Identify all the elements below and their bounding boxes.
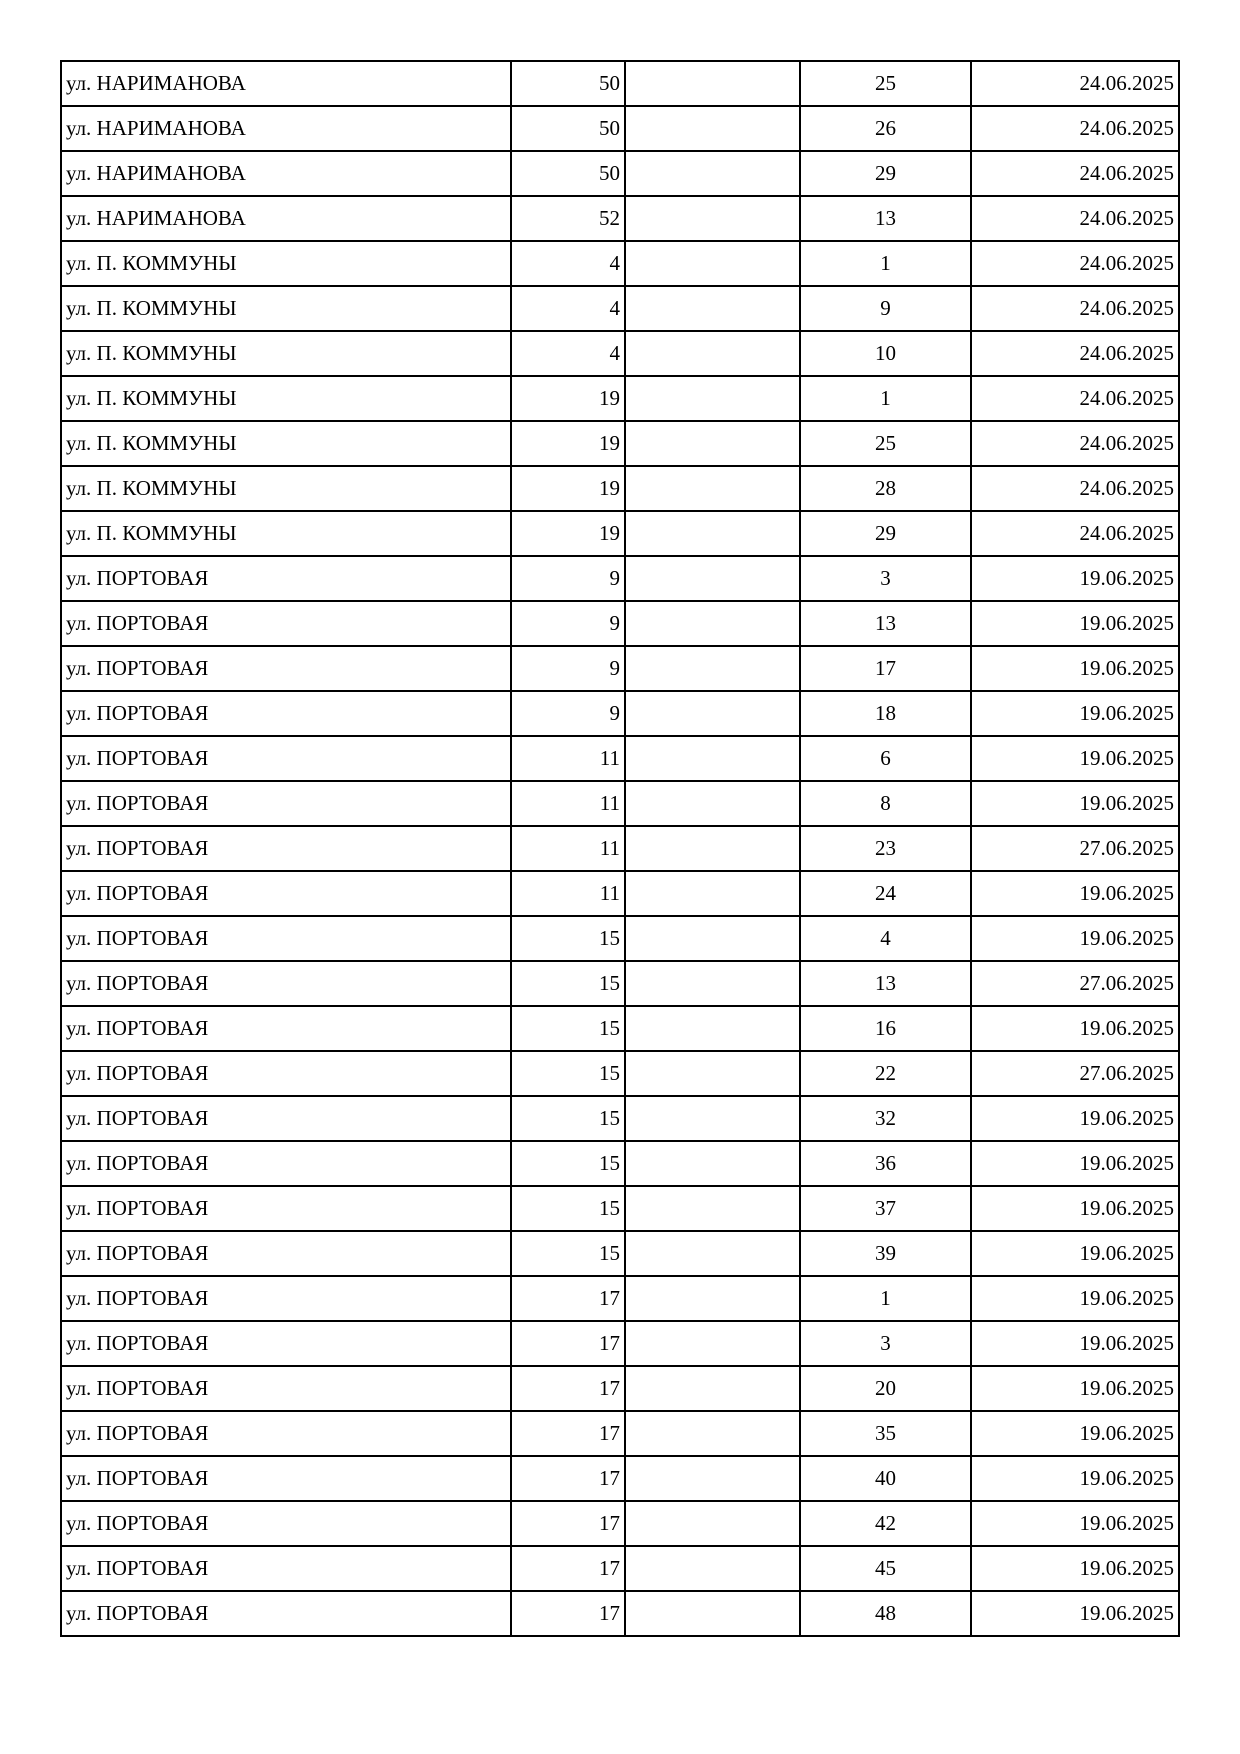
house-number-cell: 19 [511,511,625,556]
house-number-cell: 15 [511,1051,625,1096]
table-row [61,916,1179,961]
house-number-cell: 15 [511,1006,625,1051]
apartment-number-cell: 48 [800,1591,971,1636]
street-cell: ул. ПОРТОВАЯ [61,781,511,826]
house-number-cell: 9 [511,646,625,691]
apartment-number-cell: 3 [800,1321,971,1366]
building-cell [625,826,800,871]
street-cell: ул. ПОРТОВАЯ [61,826,511,871]
date-cell: 19.06.2025 [971,1276,1179,1321]
building-cell [625,196,800,241]
table-row [61,331,1179,376]
street-cell: ул. ПОРТОВАЯ [61,1051,511,1096]
apartment-number-cell: 35 [800,1411,971,1456]
building-cell [625,1546,800,1591]
street-cell: ул. ПОРТОВАЯ [61,556,511,601]
building-cell [625,1411,800,1456]
building-cell [625,1141,800,1186]
building-cell [625,1591,800,1636]
building-cell [625,511,800,556]
date-cell: 19.06.2025 [971,871,1179,916]
street-cell: ул. ПОРТОВАЯ [61,961,511,1006]
date-cell: 19.06.2025 [971,1006,1179,1051]
apartment-number-cell: 1 [800,241,971,286]
street-cell: ул. ПОРТОВАЯ [61,916,511,961]
apartment-number-cell: 39 [800,1231,971,1276]
table-row [61,151,1179,196]
house-number-cell: 4 [511,331,625,376]
date-cell: 24.06.2025 [971,466,1179,511]
date-cell: 19.06.2025 [971,736,1179,781]
street-cell: ул. П. КОММУНЫ [61,241,511,286]
table-row [61,466,1179,511]
table-row [61,1096,1179,1141]
house-number-cell: 11 [511,781,625,826]
building-cell [625,1231,800,1276]
apartment-number-cell: 9 [800,286,971,331]
street-cell: ул. НАРИМАНОВА [61,106,511,151]
apartment-number-cell: 13 [800,961,971,1006]
date-cell: 24.06.2025 [971,196,1179,241]
building-cell [625,556,800,601]
table-row [61,961,1179,1006]
house-number-cell: 15 [511,916,625,961]
house-number-cell: 9 [511,601,625,646]
address-table [60,60,1180,1637]
house-number-cell: 15 [511,1096,625,1141]
house-number-cell: 17 [511,1276,625,1321]
table-row [61,1231,1179,1276]
date-cell: 19.06.2025 [971,1501,1179,1546]
apartment-number-cell: 28 [800,466,971,511]
apartment-number-cell: 20 [800,1366,971,1411]
date-cell: 19.06.2025 [971,1591,1179,1636]
date-cell: 24.06.2025 [971,331,1179,376]
house-number-cell: 17 [511,1456,625,1501]
table-row [61,1186,1179,1231]
apartment-number-cell: 13 [800,601,971,646]
building-cell [625,781,800,826]
date-cell: 19.06.2025 [971,1096,1179,1141]
house-number-cell: 15 [511,1186,625,1231]
apartment-number-cell: 10 [800,331,971,376]
street-cell: ул. П. КОММУНЫ [61,466,511,511]
street-cell: ул. ПОРТОВАЯ [61,1546,511,1591]
street-cell: ул. ПОРТОВАЯ [61,691,511,736]
street-cell: ул. ПОРТОВАЯ [61,1096,511,1141]
street-cell: ул. П. КОММУНЫ [61,331,511,376]
date-cell: 24.06.2025 [971,376,1179,421]
apartment-number-cell: 3 [800,556,971,601]
date-cell: 19.06.2025 [971,691,1179,736]
street-cell: ул. НАРИМАНОВА [61,196,511,241]
street-cell: ул. ПОРТОВАЯ [61,1006,511,1051]
house-number-cell: 17 [511,1546,625,1591]
street-cell: ул. П. КОММУНЫ [61,511,511,556]
apartment-number-cell: 25 [800,421,971,466]
table-row [61,556,1179,601]
house-number-cell: 11 [511,736,625,781]
building-cell [625,691,800,736]
table-row [61,61,1179,106]
table-row [61,691,1179,736]
table-row [61,1051,1179,1096]
table-row [61,196,1179,241]
apartment-number-cell: 29 [800,511,971,556]
building-cell [625,1051,800,1096]
building-cell [625,646,800,691]
date-cell: 19.06.2025 [971,781,1179,826]
building-cell [625,241,800,286]
table-row [61,1366,1179,1411]
table-row [61,1501,1179,1546]
building-cell [625,1006,800,1051]
street-cell: ул. ПОРТОВАЯ [61,1186,511,1231]
apartment-number-cell: 8 [800,781,971,826]
building-cell [625,106,800,151]
date-cell: 19.06.2025 [971,1411,1179,1456]
date-cell: 24.06.2025 [971,106,1179,151]
table-row [61,1276,1179,1321]
house-number-cell: 11 [511,826,625,871]
house-number-cell: 15 [511,1141,625,1186]
apartment-number-cell: 25 [800,61,971,106]
table-row [61,1546,1179,1591]
house-number-cell: 15 [511,961,625,1006]
street-cell: ул. ПОРТОВАЯ [61,1141,511,1186]
apartment-number-cell: 36 [800,1141,971,1186]
apartment-number-cell: 40 [800,1456,971,1501]
date-cell: 24.06.2025 [971,241,1179,286]
apartment-number-cell: 26 [800,106,971,151]
house-number-cell: 52 [511,196,625,241]
building-cell [625,1276,800,1321]
house-number-cell: 50 [511,106,625,151]
street-cell: ул. ПОРТОВАЯ [61,871,511,916]
date-cell: 19.06.2025 [971,1321,1179,1366]
street-cell: ул. ПОРТОВАЯ [61,1411,511,1456]
date-cell: 24.06.2025 [971,61,1179,106]
house-number-cell: 50 [511,151,625,196]
house-number-cell: 11 [511,871,625,916]
house-number-cell: 17 [511,1411,625,1456]
building-cell [625,601,800,646]
date-cell: 27.06.2025 [971,826,1179,871]
house-number-cell: 4 [511,241,625,286]
street-cell: ул. ПОРТОВАЯ [61,646,511,691]
table-row [61,1411,1179,1456]
apartment-number-cell: 4 [800,916,971,961]
house-number-cell: 19 [511,376,625,421]
building-cell [625,61,800,106]
building-cell [625,286,800,331]
building-cell [625,736,800,781]
street-cell: ул. ПОРТОВАЯ [61,1591,511,1636]
building-cell [625,961,800,1006]
apartment-number-cell: 42 [800,1501,971,1546]
house-number-cell: 17 [511,1591,625,1636]
date-cell: 19.06.2025 [971,646,1179,691]
table-row [61,1141,1179,1186]
house-number-cell: 17 [511,1321,625,1366]
table-row [61,421,1179,466]
street-cell: ул. НАРИМАНОВА [61,61,511,106]
date-cell: 19.06.2025 [971,556,1179,601]
house-number-cell: 19 [511,466,625,511]
date-cell: 19.06.2025 [971,916,1179,961]
table-row [61,376,1179,421]
table-row [61,1456,1179,1501]
date-cell: 19.06.2025 [971,1141,1179,1186]
table-row [61,646,1179,691]
street-cell: ул. П. КОММУНЫ [61,286,511,331]
street-cell: ул. ПОРТОВАЯ [61,1456,511,1501]
house-number-cell: 17 [511,1366,625,1411]
building-cell [625,1366,800,1411]
street-cell: ул. П. КОММУНЫ [61,376,511,421]
apartment-number-cell: 17 [800,646,971,691]
building-cell [625,1321,800,1366]
table-row [61,286,1179,331]
apartment-number-cell: 37 [800,1186,971,1231]
street-cell: ул. ПОРТОВАЯ [61,736,511,781]
building-cell [625,151,800,196]
date-cell: 19.06.2025 [971,1186,1179,1231]
house-number-cell: 50 [511,61,625,106]
date-cell: 19.06.2025 [971,1546,1179,1591]
table-row [61,826,1179,871]
date-cell: 19.06.2025 [971,1456,1179,1501]
house-number-cell: 17 [511,1501,625,1546]
building-cell [625,421,800,466]
house-number-cell: 9 [511,691,625,736]
street-cell: ул. ПОРТОВАЯ [61,1321,511,1366]
building-cell [625,1096,800,1141]
table-row [61,511,1179,556]
street-cell: ул. НАРИМАНОВА [61,151,511,196]
building-cell [625,376,800,421]
date-cell: 19.06.2025 [971,601,1179,646]
apartment-number-cell: 18 [800,691,971,736]
building-cell [625,916,800,961]
house-number-cell: 4 [511,286,625,331]
date-cell: 19.06.2025 [971,1231,1179,1276]
street-cell: ул. ПОРТОВАЯ [61,1501,511,1546]
apartment-number-cell: 23 [800,826,971,871]
apartment-number-cell: 29 [800,151,971,196]
building-cell [625,1501,800,1546]
date-cell: 24.06.2025 [971,511,1179,556]
building-cell [625,1456,800,1501]
building-cell [625,331,800,376]
street-cell: ул. П. КОММУНЫ [61,421,511,466]
table-row [61,241,1179,286]
street-cell: ул. ПОРТОВАЯ [61,1231,511,1276]
date-cell: 24.06.2025 [971,151,1179,196]
table-row [61,1321,1179,1366]
house-number-cell: 15 [511,1231,625,1276]
apartment-number-cell: 22 [800,1051,971,1096]
date-cell: 24.06.2025 [971,286,1179,331]
apartment-number-cell: 24 [800,871,971,916]
apartment-number-cell: 6 [800,736,971,781]
date-cell: 27.06.2025 [971,961,1179,1006]
building-cell [625,871,800,916]
table-row [61,1591,1179,1636]
house-number-cell: 19 [511,421,625,466]
address-table-body [61,61,1179,1636]
building-cell [625,1186,800,1231]
building-cell [625,466,800,511]
table-row [61,1006,1179,1051]
table-row [61,106,1179,151]
table-row [61,781,1179,826]
street-cell: ул. ПОРТОВАЯ [61,601,511,646]
apartment-number-cell: 13 [800,196,971,241]
house-number-cell: 9 [511,556,625,601]
apartment-number-cell: 1 [800,376,971,421]
table-row [61,871,1179,916]
apartment-number-cell: 45 [800,1546,971,1591]
apartment-number-cell: 1 [800,1276,971,1321]
table-row [61,601,1179,646]
date-cell: 19.06.2025 [971,1366,1179,1411]
apartment-number-cell: 32 [800,1096,971,1141]
street-cell: ул. ПОРТОВАЯ [61,1276,511,1321]
date-cell: 27.06.2025 [971,1051,1179,1096]
apartment-number-cell: 16 [800,1006,971,1051]
date-cell: 24.06.2025 [971,421,1179,466]
table-row [61,736,1179,781]
street-cell: ул. ПОРТОВАЯ [61,1366,511,1411]
